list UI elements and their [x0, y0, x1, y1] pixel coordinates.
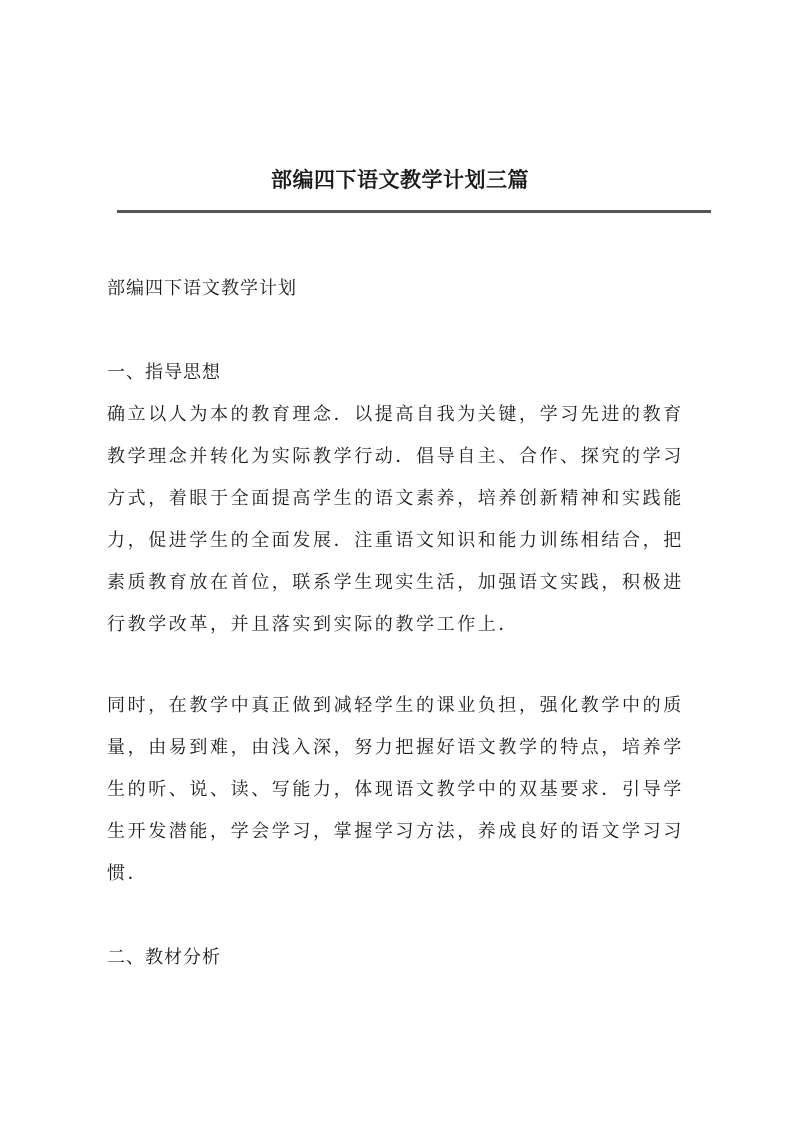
paragraph-guiding-ideology [107, 394, 713, 646]
section-heading-textbook-analysis: 二、教材分析 [107, 947, 221, 968]
paragraph-line: 量，由易到难，由浅入深，努力把握好语文教学的特点，培养学 [107, 737, 684, 758]
paragraph-line: 方式，着眼于全面提高学生的语文素养，培养创新精神和实践能 [107, 488, 684, 509]
paragraph-line: 生的听、说、读、写能力，体现语文教学中的双基要求．引导学 [107, 779, 684, 800]
section-heading-guiding-ideology: 一、指导思想 [107, 362, 221, 383]
paragraph-line: 素质教育放在首位，联系学生现实生活，加强语文实践，积极进 [107, 572, 684, 593]
paragraph-line: 力，促进学生的全面发展．注重语文知识和能力训练相结合，把 [107, 530, 684, 551]
paragraph-line: 生开发潜能，学会学习，掌握学习方法，养成良好的语文学习习 [107, 821, 684, 842]
paragraph-teaching-quality [107, 685, 713, 895]
document-subtitle: 部编四下语文教学计划 [107, 278, 297, 299]
document-title: 部编四下语文教学计划三篇 [271, 167, 529, 192]
paragraph-line: 确立以人为本的教育理念．以提高自我为关键，学习先进的教育 [107, 404, 684, 425]
paragraph-line: 教学理念并转化为实际教学行动．倡导自主、合作、探究的学习 [107, 446, 684, 467]
paragraph-line: 惯． [107, 863, 149, 884]
paragraph-line: 同时，在教学中真正做到减轻学生的课业负担，强化教学中的质 [107, 695, 684, 716]
paragraph-line: 行教学改革，并且落实到实际的教学工作上． [107, 614, 519, 635]
title-divider [117, 210, 711, 213]
